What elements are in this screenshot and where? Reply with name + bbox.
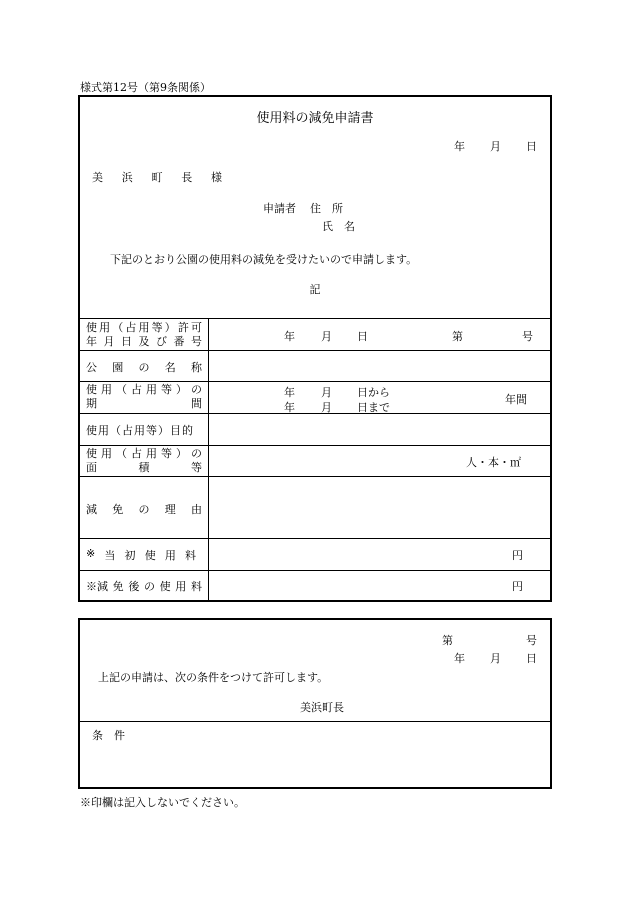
- period-to-day: 日まで: [357, 401, 390, 414]
- recipient-char: 様: [211, 171, 222, 184]
- permit-go: 号: [522, 330, 533, 343]
- approval-text: 上記の申請は、次の条件をつけて許可します。: [98, 671, 329, 684]
- approval-divider: [80, 721, 550, 722]
- footnote: ※印欄は記入しないでください。: [80, 796, 245, 809]
- table-column-divider: [208, 318, 209, 602]
- date-year: 年: [454, 140, 465, 153]
- reduced-fee-unit: 円: [512, 580, 523, 593]
- form-title: 使用料の減免申請書: [256, 111, 374, 126]
- initial-fee-unit: 円: [512, 549, 523, 562]
- permit-label: 使 用 （ 占 用 等 ） 許 可 年 月 日 及 び 番 号: [86, 321, 202, 348]
- reduced-fee-label: ※減 免 後 の 使 用 料: [86, 580, 202, 593]
- period-from-month: 月: [321, 386, 332, 399]
- period-from-day: 日から: [357, 386, 390, 399]
- approval-dai: 第: [442, 634, 453, 647]
- recipient-char: 浜: [121, 171, 133, 184]
- conditions-label: 条 件: [92, 729, 125, 742]
- approval-signer: 美浜町長: [300, 701, 344, 714]
- row-divider: [80, 350, 550, 351]
- approval-day: 日: [526, 652, 537, 665]
- recipient-char: 美: [92, 171, 103, 184]
- area-label: 使 用 （ 占 用 等 ） の 面 積 等: [86, 447, 202, 474]
- recipient-mayor: [92, 169, 222, 185]
- date-day: 日: [526, 140, 537, 153]
- period-to-year: 年: [284, 401, 295, 414]
- recipient-char: 長: [181, 171, 193, 184]
- applicant-name-label: 氏 名: [322, 220, 355, 233]
- period-from-year: 年: [284, 386, 295, 399]
- reason-label: 減 免 の 理 由: [86, 503, 202, 516]
- permit-month: 月: [321, 330, 332, 343]
- row-divider: [80, 381, 550, 382]
- table-top-line: [80, 318, 550, 319]
- approval-section: [78, 618, 552, 789]
- applicant-address-label: 住 所: [310, 202, 343, 215]
- approval-go: 号: [526, 634, 537, 647]
- recipient-char: 町: [151, 171, 163, 184]
- row-divider: [80, 570, 550, 571]
- permit-day: 日: [357, 330, 368, 343]
- row-divider: [80, 445, 550, 446]
- applicant-label: 申請者: [263, 202, 296, 215]
- permit-year: 年: [284, 330, 295, 343]
- area-unit: 人・本・㎡: [466, 456, 521, 469]
- purpose-label: 使用（占用等）目的: [86, 424, 194, 437]
- period-label: 使 用 （ 占 用 等 ） の 期 間: [86, 383, 202, 410]
- ki-label: 記: [309, 283, 321, 296]
- row-divider: [80, 413, 550, 414]
- permit-dai: 第: [452, 330, 463, 343]
- form-number: 様式第12号（第9条関係）: [80, 81, 211, 94]
- park-name-label: 公 園 の 名 称: [86, 361, 202, 374]
- row-divider: [80, 538, 550, 539]
- application-form: [78, 95, 552, 602]
- approval-month: 月: [490, 652, 501, 665]
- approval-year: 年: [454, 652, 465, 665]
- row-divider: [80, 476, 550, 477]
- initial-fee-label: ※ 当 初 使 用 料: [86, 547, 196, 562]
- date-month: 月: [490, 140, 501, 153]
- period-years-unit: 年間: [505, 393, 527, 406]
- intro-text: 下記のとおり公園の使用料の減免を受けたいので申請します。: [110, 253, 418, 266]
- period-to-month: 月: [321, 401, 332, 414]
